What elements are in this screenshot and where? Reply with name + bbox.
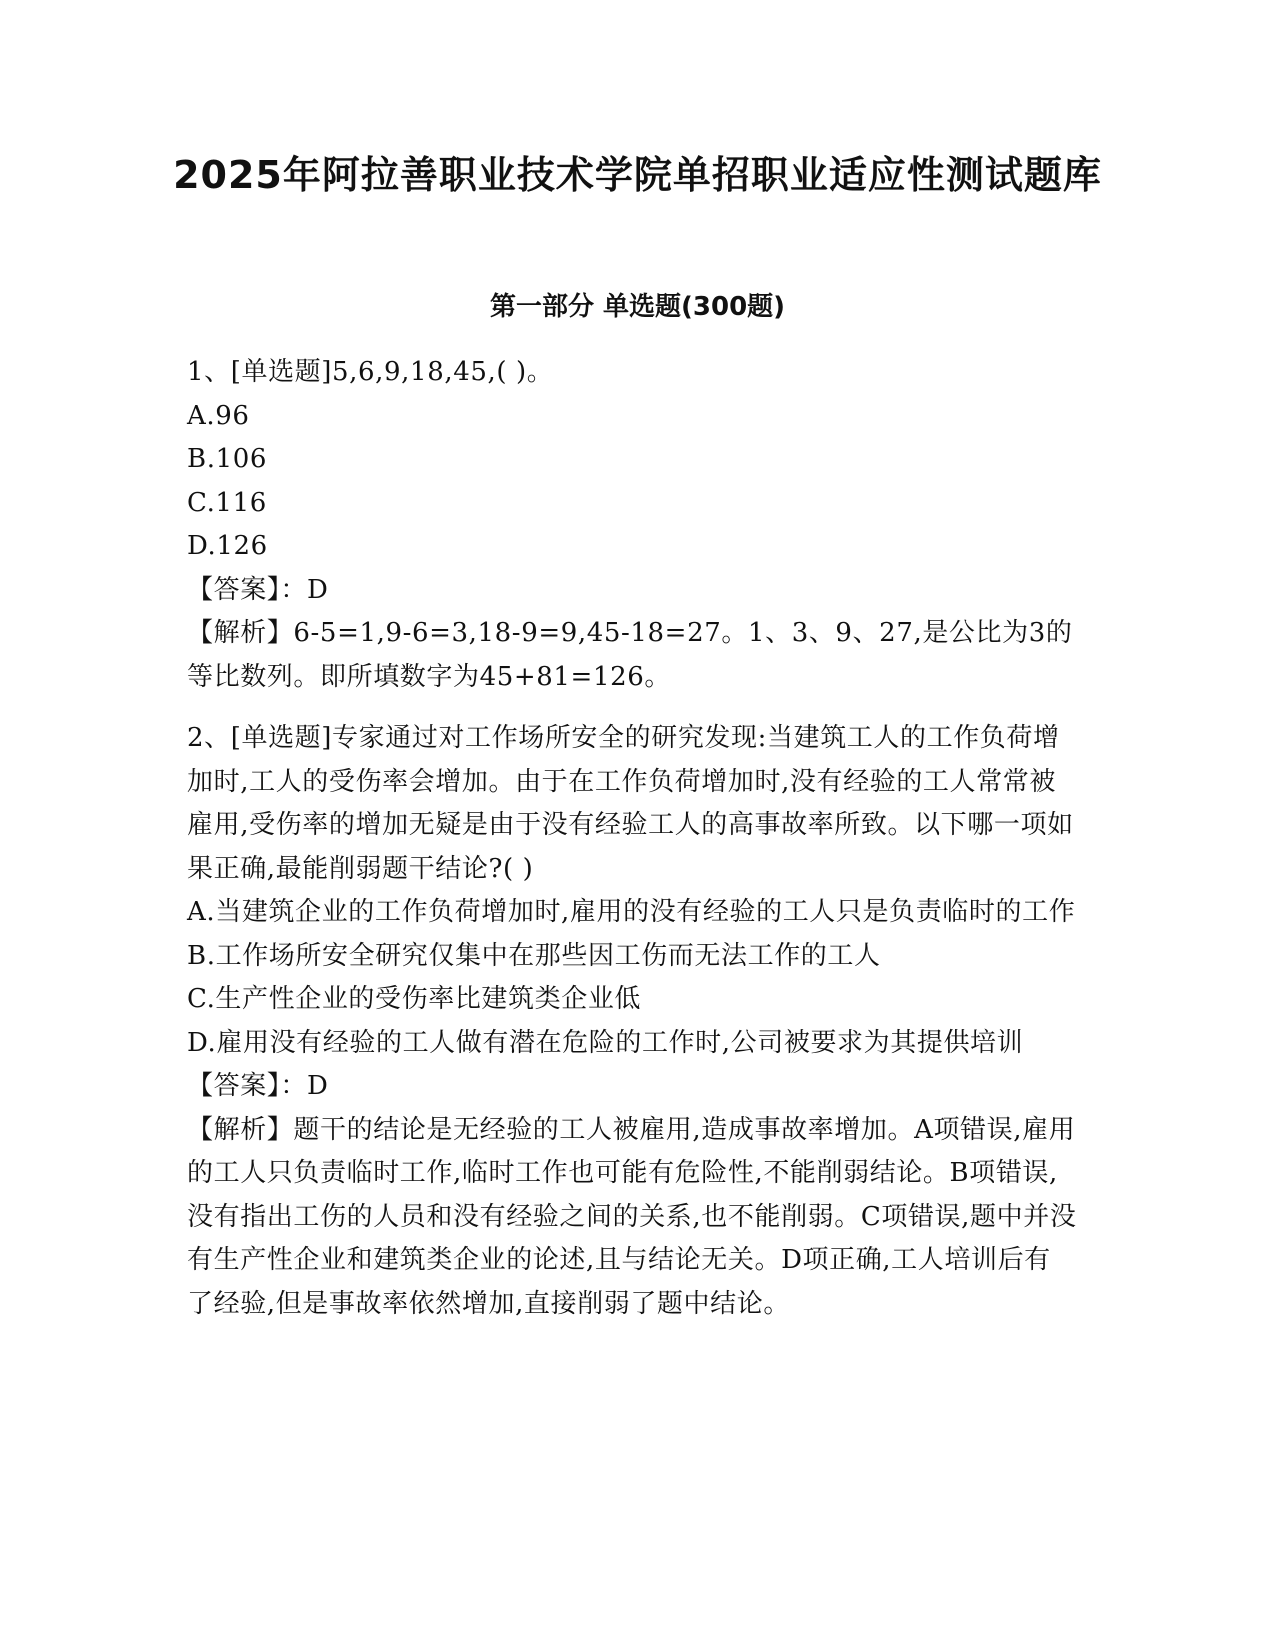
- document-title: 2025年阿拉善职业技术学院单招职业适应性测试题库: [173, 153, 1102, 197]
- analysis: 【解析】6-5=1,9-6=3,18-9=9,45-18=27。1、3、9、27,是公比为3的等比数列。即所填数字为45+81=126。: [187, 618, 1073, 692]
- option-b: B.106: [187, 444, 267, 474]
- option-c: C.116: [187, 487, 267, 518]
- question-stem: 1、[单选题]5,6,9,18,45,( )。: [187, 357, 554, 387]
- answer: 【答案】：D: [187, 1071, 329, 1101]
- question-1: [187, 351, 1077, 699]
- option-b: B.工作场所安全研究仅集中在那些因工伤而无法工作的工人: [187, 940, 881, 971]
- question-stem: 2、[单选题]专家通过对工作场所安全的研究发现:当建筑工人的工作负荷增加时,工人的受伤率会增加。由于在工作负荷增加时,没有经验的工人常常被雇用,受伤率的增加无疑是由于没有经验工人的高事故率所致。以下哪一项如果正确,最能削弱题干结论?( ): [187, 723, 1074, 884]
- option-a: A.当建筑企业的工作负荷增加时,雇用的没有经验的工人只是负责临时的工作: [187, 897, 1076, 927]
- analysis: 【解析】题干的结论是无经验的工人被雇用,造成事故率增加。A项错误,雇用的工人只负责临时工作,临时工作也可能有危险性,不能削弱结论。B项错误,没有指出工伤的人员和没有经验之间的关系,也不能削弱。C项错误,题中并没有生产性企业和建筑类企业的论述,且与结论无关。D项正确,工人培训后有了经验,但是事故率依然增加,直接削弱了题中结论。: [187, 1114, 1077, 1319]
- question-2: [187, 717, 1077, 1326]
- option-d: D.雇用没有经验的工人做有潜在危险的工作时,公司被要求为其提供培训: [187, 1027, 1024, 1058]
- section-title: 第一部分 单选题(300题): [489, 292, 786, 322]
- answer: 【答案】：D: [187, 574, 329, 605]
- option-d: D.126: [187, 531, 268, 561]
- option-c: C.生产性企业的受伤率比建筑类企业低: [187, 984, 642, 1014]
- option-a: A.96: [187, 400, 250, 431]
